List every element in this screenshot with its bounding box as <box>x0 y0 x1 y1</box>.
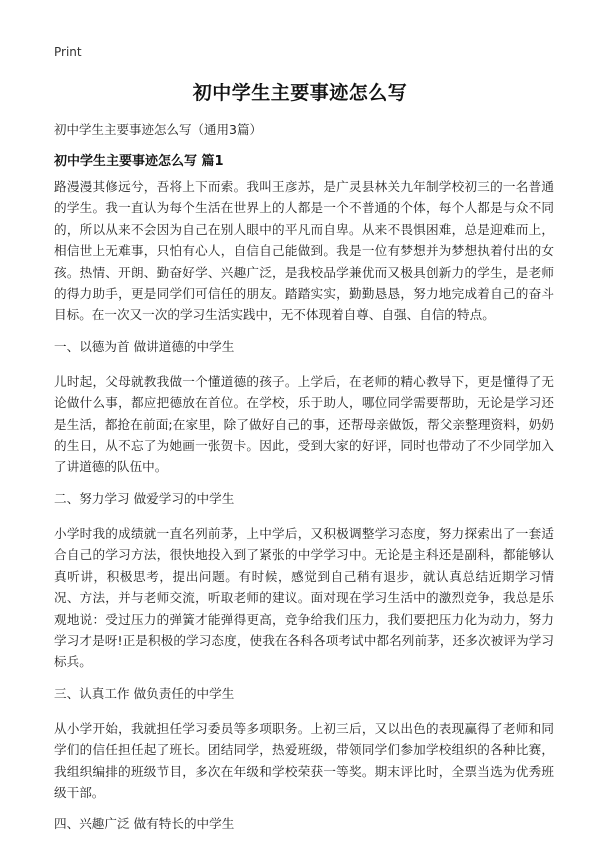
section-paragraph-3: 从小学开始，我就担任学习委员等多项职务。上初三后，又以出色的表现赢得了老师和同学们的信任担任起了班长。团结同学，热爱班级，带领同学们参加学校组织的各种比赛，我组织编排的班级节目，多次在年级和学校荣获一等奖。期末评比时，全票当选为优秀班级干部。 <box>54 720 554 800</box>
section-heading-2: 二、努力学习 做爱学习的中学生 <box>54 490 235 506</box>
article-body <box>54 176 554 848</box>
section-heading-3: 三、认真工作 做负责任的中学生 <box>54 685 235 701</box>
page-title: 初中学生主要事迹怎么写 <box>192 82 408 104</box>
document-subtitle: 初中学生主要事迹怎么写（通用3篇） <box>54 122 262 137</box>
intro-paragraph: 路漫漫其修远兮，吾将上下而索。我叫王彦苏，是广灵县林关九年制学校初三的一名普通的学生。我一直认为每个生活在世界上的人都是一个不普通的个体，每个人都是与众不同的，所以从来不会因为自己在别人眼中的平凡而自卑。从来不畏惧困难，总是迎难而上，相信世上无难事，只怕有心人，自信自己能做到。我是一位有梦想并为梦想执着付出的女孩。热情、开朗、勤奋好学、兴趣广泛，是我校品学兼优而又极具创新力的学生，是老师的得力助手，更是同学们可信任的朋友。踏踏实实，勤勤恳恳，努力地完成着自己的奋斗目标。在一次又一次的学习生活实践中，无不体现着自尊、自强、自信的特点。 <box>54 179 554 323</box>
section-heading-1: 一、以德为首 做讲道德的中学生 <box>54 338 235 354</box>
section-paragraph-2: 小学时我的成绩就一直名列前茅，上中学后，又积极调整学习态度，努力探索出了一套适合自己的学习方法，很快地投入到了紧张的中学学习中。无论是主科还是副科，都能够认真听讲，积极思考，提出问题。有时候，感觉到自己稍有退步，就认真总结近期学习情况、方法，并与老师交流，听取老师的建议。面对现在学习生活中的激烈竞争，我总是乐观地说：受过压力的弹簧才能弹得更高，竞争给我们压力，我们要把压力化为动力，努力学习才是呀!正是积极的学习态度，使我在各科各项考试中都名列前茅，还多次被评为学习标兵。 <box>54 525 554 670</box>
print-link[interactable]: Print <box>54 45 82 59</box>
article-heading: 初中学生主要事迹怎么写 篇1 <box>54 154 224 169</box>
section-paragraph-1: 儿时起，父母就教我做一个懂道德的孩子。上学后，在老师的精心教导下，更是懂得了无论做什么事，都应把德放在首位。在学校，乐于助人，哪位同学需要帮助，无论是学习还是生活，都抢在前面;在家里，除了做好自己的事，还帮母亲做饭，帮父亲整理资料，奶奶的生日，从不忘了为她画一张贺卡。因此，受到大家的好评，同时也带动了不少同学加入了讲道德的队伍中。 <box>54 373 554 475</box>
section-heading-4: 四、兴趣广泛 做有特长的中学生 <box>54 816 235 832</box>
